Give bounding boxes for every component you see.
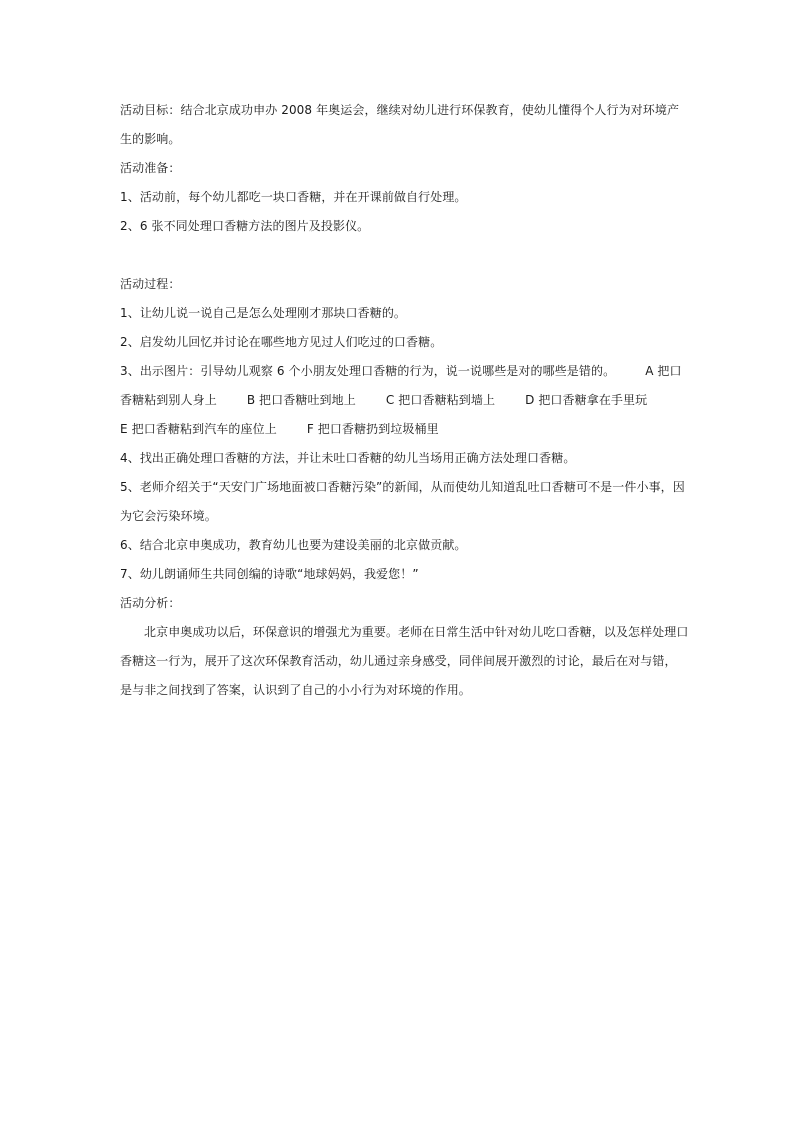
process-item-4: 4、找出正确处理口香糖的方法，并让未吐口香糖的幼儿当场用正确方法处理口香糖。 — [120, 451, 576, 465]
process-heading: 活动过程： — [120, 277, 181, 291]
blank-line — [120, 241, 676, 270]
option-d: D 把口香糖拿在手里玩 — [525, 393, 648, 407]
step3-intro-text: 3、出示图片：引导幼儿观察 6 个小朋友处理口香糖的行为，说一说哪些是对的哪些是错的。 — [120, 364, 616, 378]
analysis-line-1: 北京申奥成功以后，环保意识的增强尤为重要。老师在日常生活中针对幼儿吃口香糖，以及怎样处理口 — [144, 625, 689, 639]
option-c: C 把口香糖粘到墙上 — [385, 393, 496, 407]
process-item-2: 2、启发幼儿回忆并讨论在哪些地方见过人们吃过的口香糖。 — [120, 335, 443, 349]
prep-heading: 活动准备： — [120, 161, 181, 175]
option-e: E 把口香糖粘到汽车的座位上 — [120, 422, 277, 436]
option-b: B 把口香糖吐到地上 — [246, 393, 356, 407]
option-a-start: A 把口 — [645, 364, 682, 378]
process-item-1: 1、让幼儿说一说自己是怎么处理刚才那块口香糖的。 — [120, 306, 407, 320]
process-item-3-intro — [120, 357, 682, 386]
analysis-line-3: 是与非之间找到了答案，认识到了自己的小小行为对环境的作用。 — [120, 683, 471, 697]
analysis-line-2: 香糖这一行为，展开了这次环保教育活动，幼儿通过亲身感受，同伴间展开激烈的讨论，最后在对与错， — [120, 654, 677, 668]
goal-line-2: 生的影响。 — [120, 132, 181, 146]
option-f: F 把口香糖扔到垃圾桶里 — [306, 422, 439, 436]
option-a-end: 香糖粘到别人身上 — [120, 393, 217, 407]
prep-item-2: 2、6 张不同处理口香糖方法的图片及投影仪。 — [120, 219, 370, 233]
document-page — [120, 96, 689, 705]
prep-item-1: 1、活动前，每个幼儿都吃一块口香糖，并在开课前做自行处理。 — [120, 190, 467, 204]
process-item-5-line-2: 为它会污染环境。 — [120, 509, 217, 523]
process-item-6: 6、结合北京申奥成功，教育幼儿也要为建设美丽的北京做贡献。 — [120, 538, 467, 552]
process-item-7: 7、幼儿朗诵师生共同创编的诗歌“地球妈妈，我爱您！” — [120, 567, 419, 581]
process-item-5-line-1: 5、老师介绍关于“天安门广场地面被口香糖污染”的新闻，从而使幼儿知道乱吐口香糖可不是一件小事，因 — [120, 480, 685, 494]
process-item-3-options-2 — [120, 415, 676, 444]
goal-line-1: 活动目标：结合北京成功申办 2008 年奥运会，继续对幼儿进行环保教育，使幼儿懂得个人行为对环境产 — [120, 103, 680, 117]
analysis-heading: 活动分析： — [120, 596, 181, 610]
process-item-3-options-1 — [120, 386, 676, 415]
